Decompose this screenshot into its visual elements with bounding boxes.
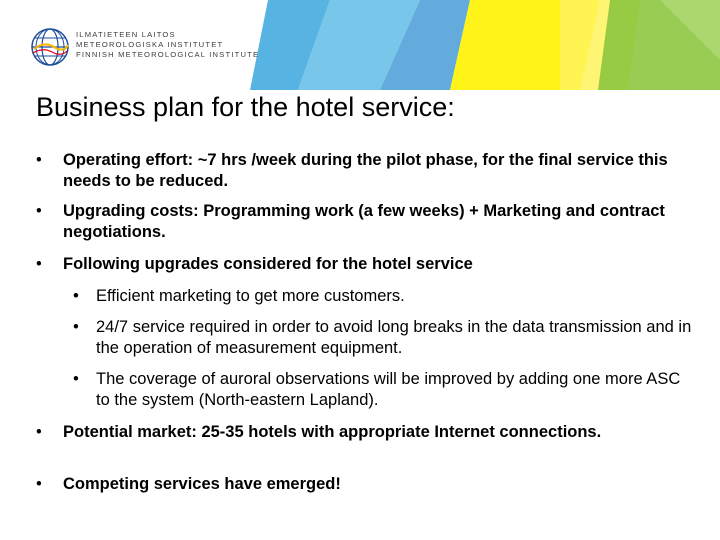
- bullet-text: Operating effort: ~7 hrs /week during the pilot phase, for the final service this needs to be reduced.: [63, 151, 668, 190]
- slide-title: Business plan for the hotel service:: [36, 92, 455, 122]
- bullet-marker: •: [36, 151, 42, 169]
- bullet-marker: •: [36, 255, 42, 273]
- sub-bullet-marker: •: [73, 370, 79, 388]
- logo-line-fi: ILMATIETEEN LAITOS: [76, 30, 176, 39]
- logo-line-en: FINNISH METEOROLOGICAL INSTITUTE: [76, 50, 260, 59]
- bullet-marker: •: [36, 423, 42, 441]
- sub-bullet-text: The coverage of auroral observations will be improved by adding one more ASC to the system (North-eastern Lapland).: [96, 370, 681, 409]
- bullet-text: Upgrading costs: Programming work (a few weeks) + Marketing and contract negotiations.: [63, 202, 665, 241]
- bullet-marker: •: [36, 202, 42, 220]
- sub-bullet-text: 24/7 service required in order to avoid long breaks in the data transmission and in the operation of measurement equipment.: [96, 318, 692, 357]
- sub-bullet-marker: •: [73, 318, 79, 336]
- bullet-marker: •: [36, 475, 42, 493]
- sub-bullet-marker: •: [73, 287, 79, 305]
- logo-line-sv: METEOROLOGISKA INSTITUTET: [76, 40, 224, 49]
- bullet-text: Competing services have emerged!: [63, 475, 341, 493]
- bullet-text: Following upgrades considered for the hotel service: [63, 255, 473, 273]
- bullet-text: Potential market: 25-35 hotels with appropriate Internet connections.: [63, 423, 602, 441]
- sub-bullet-text: Efficient marketing to get more customers.: [96, 287, 405, 305]
